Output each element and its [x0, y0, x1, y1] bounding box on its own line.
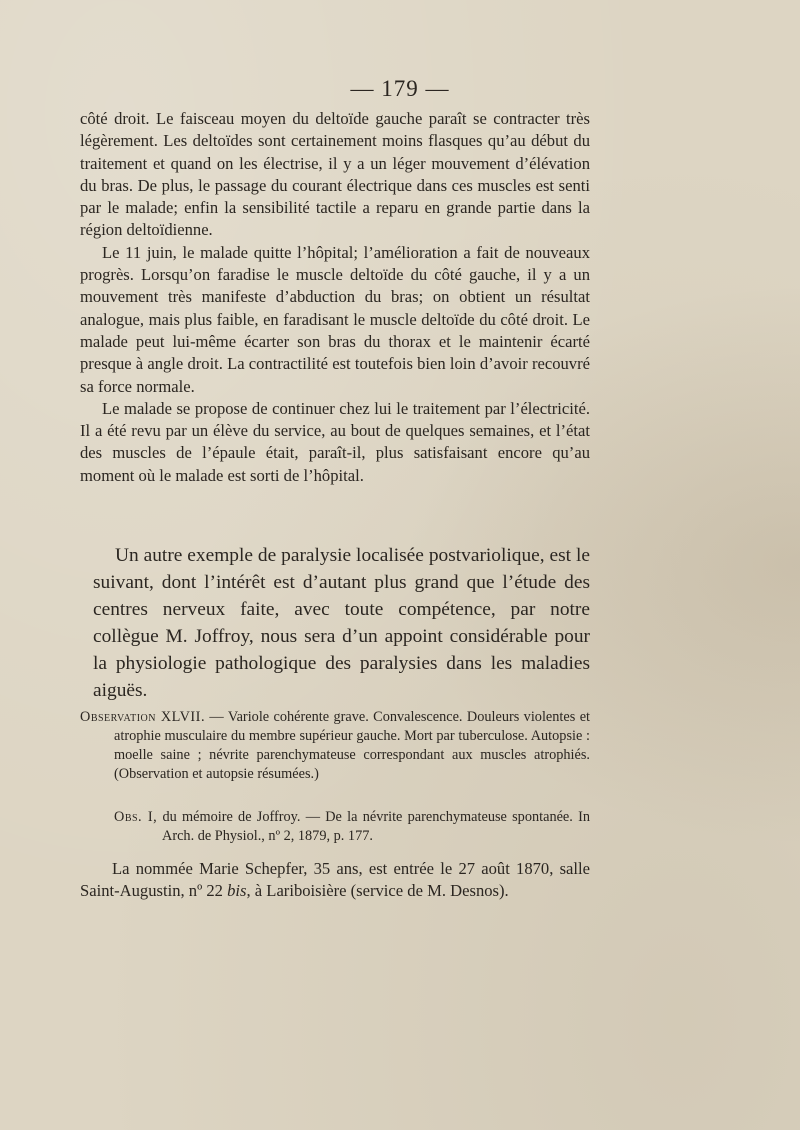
paragraph-example: Un autre exemple de paralysie localisée postvariolique, est le suivant, dont l’intérêt est d’autant plus grand que l’étude des centres nerveux faite, avec toute compétence, par notre collègue M. Joffroy, nous sera d’un appoint considérable pour la physiologie pathologique des paralysies dans les maladies aiguës. — [93, 545, 590, 701]
case-text-end: , à Lariboisière (service de M. Desnos). — [246, 881, 509, 901]
paragraph-case — [80, 858, 590, 903]
case-text-start: La nommée Marie Schepfer, 35 ans, est entrée le 27 août 1870, salle Saint-Augustin, nº 22 — [80, 859, 590, 901]
page-number: — 179 — — [350, 76, 450, 101]
continuation-paragraph: côté droit. Le faisceau moyen du deltoïde gauche paraît se contracter très légèrement. Les deltoïdes sont certainement moins flasques qu’au début du traitement et quand on les électrise, il y a un léger mouvement d’élévation du bras. De plus, le passage du courant électrique dans ces muscles est senti par le malade; enfin la sensibilité tactile a reparu en grande partie dans la région deltoïdienne. — [80, 109, 590, 240]
observation-summary: — Variole cohérente grave. Convalescence. Douleurs violentes et atrophie musculaire du membre supérieur gauche. Mort par tuberculose. Autopsie : moelle saine ; névrite parenchymateuse correspondant aux muscles atrophiés. (Observation et autopsie résumées.) — [114, 709, 591, 782]
paragraph-treatment: Le malade se propose de continuer chez lui le traitement par l’électricité. Il a été revu par un élève du service, au bout de quelques semaines, et l’état des muscles de l’épaule était, paraît-il, plus satisfaisant encore qu’au moment où le malade est sorti de l’hôpital. — [80, 398, 590, 485]
reference-label: Obs. I, — [114, 809, 158, 825]
body-text-block — [80, 108, 590, 487]
observation-reference — [80, 808, 590, 846]
observation-label: Observation XLVII. — [80, 709, 206, 725]
example-block — [93, 542, 590, 704]
paragraph-june: Le 11 juin, le malade quitte l’hôpital; l’amélioration a fait de nouveaux progrès. Lorsqu’on faradise le muscle deltoïde du côté gauche, il y a un mouvement très manifeste d’abduction du bras; on obtient un résultat analogue, mais plus faible, en faradisant le muscle deltoïde du côté droit. Le malade peut lui-même écarter son bras du thorax et le maintenir écarté presque à angle droit. La contractilité est toutefois bien loin d’avoir recouvré sa force normale. — [80, 242, 590, 396]
case-bis: bis — [227, 881, 247, 901]
reference-text: du mémoire de Joffroy. — De la névrite parenchymateuse spontanée. In Arch. de Physiol., nº 2, 1879, p. 177. — [157, 809, 591, 844]
case-block — [80, 858, 590, 903]
observation-heading — [80, 708, 590, 784]
